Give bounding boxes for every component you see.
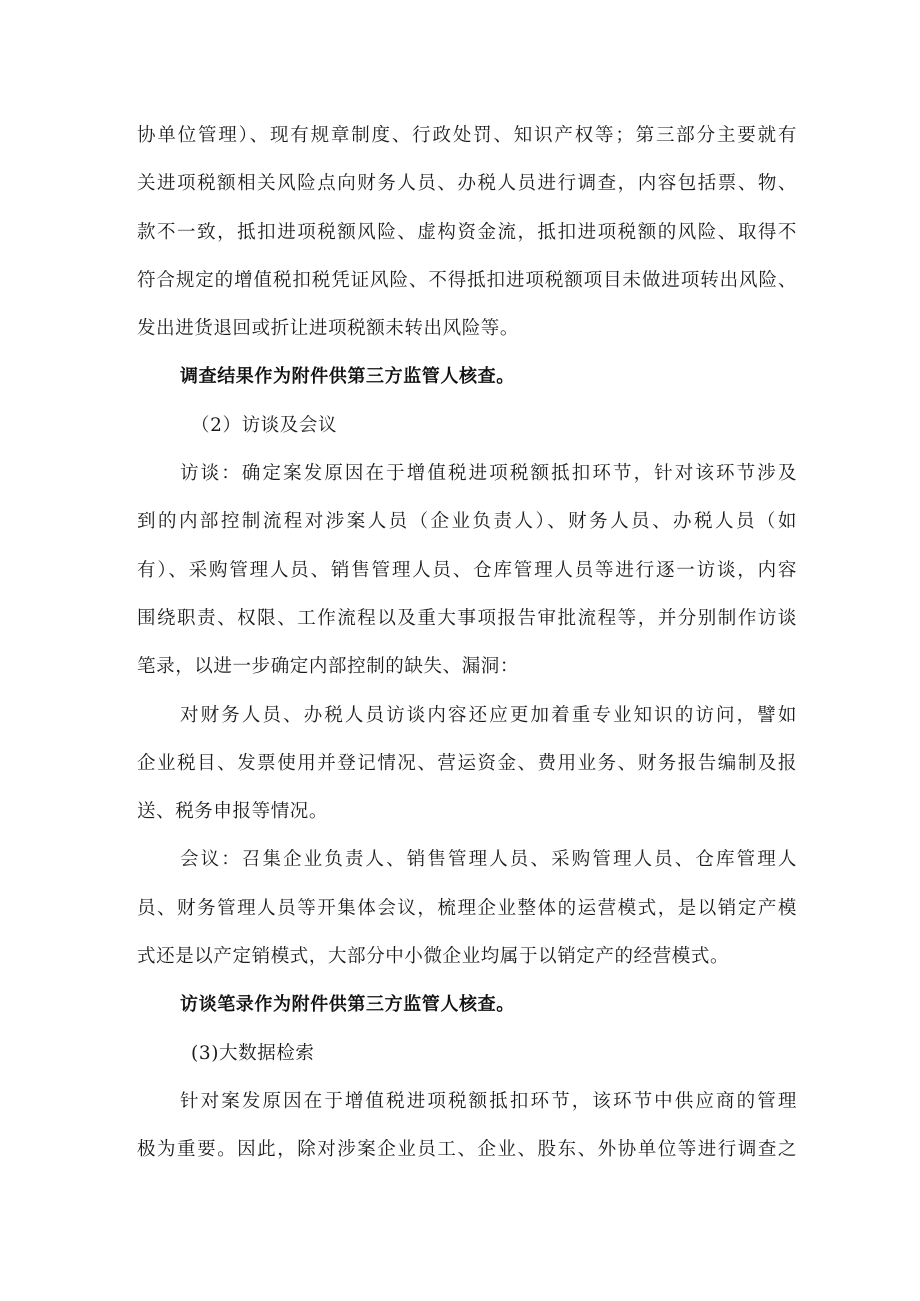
text-line: 送、税务申报等情况。 (137, 801, 329, 823)
text-line: 极为重要。因此，除对涉案企业员工、企业、股东、外协单位等进行调查之 (137, 1139, 797, 1161)
text-line: 笔录，以进一步确定内部控制的缺失、漏洞： (137, 656, 520, 678)
text-line: 协单位管理）、现有规章制度、行政处罚、知识产权等；第三部分主要就有 (137, 125, 797, 146)
text-line: 访谈：确定案发原因在于增值税进项税额抵扣环节，针对该环节涉及 (180, 463, 797, 485)
bold-note-line: 调查结果作为附件供第三方监管人核查。 (180, 366, 515, 388)
text-line: 式还是以产定销模式，大部分中小微企业均属于以销定产的经营模式。 (137, 946, 730, 968)
text-line: 关进项税额相关风险点向财务人员、办税人员进行调查，内容包括票、物、 (137, 173, 797, 195)
text-line: 有）、采购管理人员、销售管理人员、仓库管理人员等进行逐一访谈，内容 (137, 559, 797, 581)
text-line: 针对案发原因在于增值税进项税额抵扣环节，该环节中供应商的管理 (180, 1090, 797, 1112)
text-line: 企业税目、发票使用并登记情况、营运资金、费用业务、财务报告编制及报 (137, 752, 797, 774)
section-heading: (3)大数据检索 (191, 1042, 315, 1064)
section-heading: （2）访谈及会议 (191, 414, 338, 436)
bold-note-line: 访谈笔录作为附件供第三方监管人核查。 (180, 994, 515, 1016)
text-line: 对财务人员、办税人员访谈内容还应更加着重专业知识的访问，譬如 (180, 704, 797, 726)
text-line: 到的内部控制流程对涉案人员（企业负责人）、财务人员、办税人员（如 (137, 511, 797, 533)
text-line: 款不一致，抵扣进项税额风险、虚构资金流，抵扣进项税额的风险、取得不 (137, 221, 797, 243)
text-line: 符合规定的增值税扣税凭证风险、不得抵扣进项税额项目未做进项转出风险、 (137, 269, 797, 291)
text-line: 发出进货退回或折让进项税额未转出风险等。 (137, 318, 520, 340)
body-text (137, 112, 797, 1175)
text-line: 会议：召集企业负责人、销售管理人员、采购管理人员、仓库管理人 (180, 849, 797, 871)
text-line: 员、财务管理人员等开集体会议，梳理企业整体的运营模式，是以销定产模 (137, 897, 797, 919)
text-line: 围绕职责、权限、工作流程以及重大事项报告审批流程等，并分别制作访谈 (137, 607, 797, 629)
